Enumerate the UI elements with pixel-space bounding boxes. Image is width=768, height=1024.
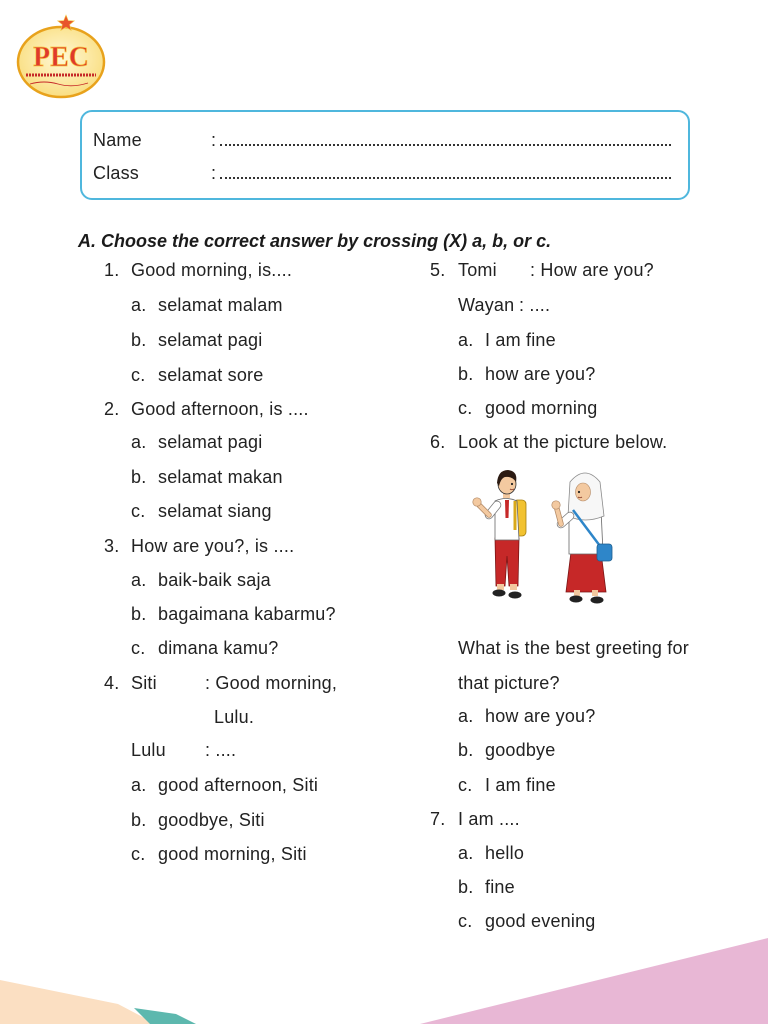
greeting-illustration [457,458,627,610]
option-letter: a. [131,570,147,590]
option-letter: c. [131,365,146,385]
option-letter: c. [131,501,146,521]
question-number: 6. [430,432,446,452]
option-text: bagaimana kabarmu? [158,604,336,624]
dialogue-speaker: Siti [131,673,157,693]
name-blank-line [220,144,671,146]
option-text: how are you? [485,364,596,384]
girl-figure [552,473,612,604]
option-letter: c. [458,911,473,931]
question-number: 4. [104,673,120,693]
class-separator: : [211,163,217,183]
dialogue-line-continuation: Lulu. [214,707,255,727]
question-number: 5. [430,260,446,280]
option-text: hello [485,843,525,863]
option-letter: b. [131,330,147,350]
option-text: good afternoon, Siti [158,775,319,795]
option-text: goodbye [485,740,556,760]
option-letter: b. [458,364,474,384]
question-follow-up-line: that picture? [458,673,560,693]
question-prompt: Look at the picture below. [458,432,668,452]
dialogue-speaker: Tomi [458,260,497,280]
option-text: selamat pagi [158,432,263,452]
dialogue-line: : Good morning, [205,673,338,693]
class-label: Class [93,163,140,183]
dialogue-line: : .... [519,295,551,315]
option-text: goodbye, Siti [158,810,265,830]
dialogue-speaker: Wayan [458,295,515,315]
dialogue-line: : How are you? [530,260,654,280]
question-prompt: How are you?, is .... [131,536,295,556]
dialogue-speaker: Lulu [131,740,166,760]
option-letter: b. [458,877,474,897]
option-letter: b. [131,467,147,487]
option-letter: a. [458,843,474,863]
student-identity-box [80,110,690,200]
option-text: how are you? [485,706,596,726]
option-letter: c. [131,844,146,864]
option-letter: a. [131,775,147,795]
option-letter: a. [131,432,147,452]
option-text: good evening [485,911,596,931]
option-letter: a. [458,330,474,350]
boy-figure [473,470,526,599]
option-text: I am fine [485,775,556,795]
pec-logo [14,14,108,102]
option-text: I am fine [485,330,556,350]
question-follow-up-line: What is the best greeting for [458,638,689,658]
question-prompt: I am .... [458,809,520,829]
option-text: selamat pagi [158,330,263,350]
option-text: dimana kamu? [158,638,279,658]
option-text: selamat makan [158,467,283,487]
logo-text: PEC [33,42,89,73]
question-number: 2. [104,399,120,419]
option-text: fine [485,877,515,897]
option-text: selamat sore [158,365,264,385]
option-text: good morning [485,398,598,418]
option-text: selamat malam [158,295,283,315]
class-blank-line [220,177,671,179]
question-prompt: Good morning, is.... [131,260,293,280]
option-letter: c. [458,775,473,795]
footer-decoration [0,930,768,1024]
option-letter: b. [131,810,147,830]
question-number: 1. [104,260,120,280]
option-text: baik-baik saja [158,570,271,590]
option-letter: c. [131,638,146,658]
peach-corner-shape [0,980,156,1024]
name-label: Name [93,130,142,150]
pink-corner-shape [420,938,768,1024]
option-text: good morning, Siti [158,844,307,864]
option-letter: a. [458,706,474,726]
name-separator: : [211,130,217,150]
option-letter: b. [131,604,147,624]
option-letter: b. [458,740,474,760]
dialogue-line: : .... [205,740,237,760]
option-letter: a. [131,295,147,315]
section-a-heading: A. Choose the correct answer by crossing (X) a, b, or c. [78,231,552,251]
option-letter: c. [458,398,473,418]
question-number: 7. [430,809,446,829]
question-prompt: Good afternoon, is .... [131,399,309,419]
option-text: selamat siang [158,501,272,521]
question-number: 3. [104,536,120,556]
